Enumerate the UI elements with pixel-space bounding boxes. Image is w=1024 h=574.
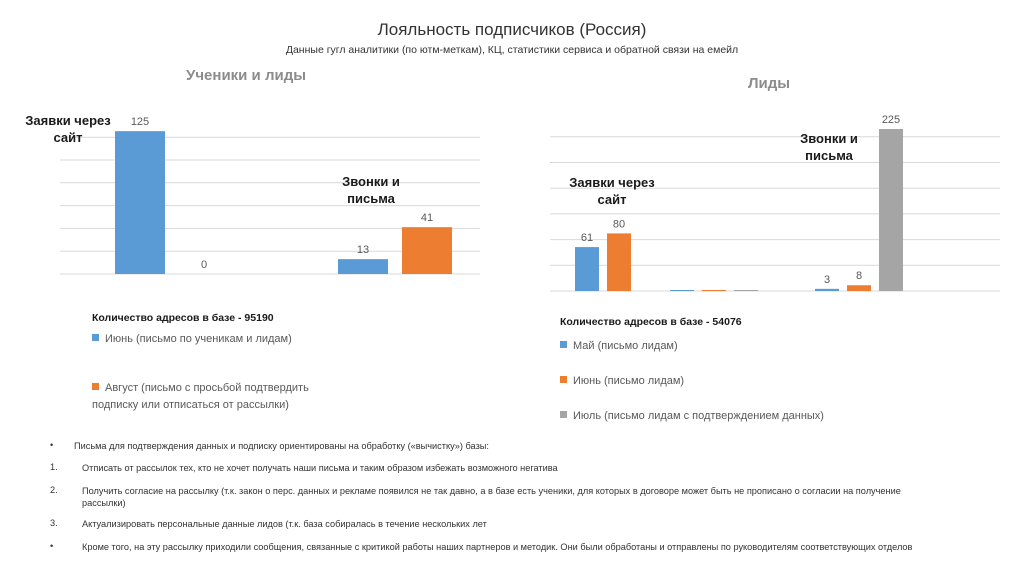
left-address-count: Количество адресов в базе - 95190 xyxy=(92,312,274,324)
data-label: 13 xyxy=(356,244,370,257)
bar xyxy=(338,259,388,274)
legend-swatch xyxy=(560,341,567,348)
note-number: 2. xyxy=(50,485,58,495)
legend-swatch xyxy=(560,411,567,418)
bar xyxy=(670,290,694,291)
bar xyxy=(815,289,839,291)
category-annotation: письма xyxy=(805,148,853,163)
bar xyxy=(575,247,599,291)
legend-item-july-leads xyxy=(560,408,824,425)
data-label: 125 xyxy=(130,116,150,129)
data-label: 61 xyxy=(580,232,594,245)
note-text: Кроме того, на эту рассылку приходили сообщения, связанные с критикой работы наших партнеров и методик. Они были обработаны и отправлены по руководителям соответствующих отделов xyxy=(82,542,913,552)
data-label: 8 xyxy=(855,270,863,283)
legend-item-may-leads xyxy=(560,338,678,355)
legend-item-june-leads xyxy=(560,373,684,390)
data-label: 0 xyxy=(200,259,208,271)
bar xyxy=(879,129,903,291)
bullet: • xyxy=(50,440,54,450)
bar xyxy=(734,290,758,291)
chart-students-leads xyxy=(0,100,500,290)
legend-label: Июнь (письмо по ученикам и лидам) xyxy=(105,333,292,345)
category-annotation: письма xyxy=(347,191,395,206)
legend-item-august xyxy=(92,380,342,414)
category-annotation: Заявки через xyxy=(569,175,655,190)
bar xyxy=(702,290,726,291)
category-annotation: Заявки через xyxy=(25,113,111,128)
legend-label: Июль (письмо лидам с подтверждением данных) xyxy=(573,410,824,422)
category-annotation: сайт xyxy=(53,130,83,145)
data-label: 3 xyxy=(823,273,831,286)
note-number: 3. xyxy=(50,518,58,528)
right-address-count: Количество адресов в базе - 54076 xyxy=(560,316,742,328)
legend-swatch xyxy=(92,383,99,390)
notes-section xyxy=(50,440,950,574)
category-annotation: Звонки и xyxy=(800,131,858,146)
chart-leads xyxy=(530,105,1024,300)
page-title: Лояльность подписчиков (Россия) xyxy=(377,20,647,39)
legend-swatch xyxy=(560,376,567,383)
legend-item-june-students xyxy=(92,331,352,348)
bar xyxy=(847,285,871,291)
legend-swatch xyxy=(92,334,99,341)
legend-label: Июнь (письмо лидам) xyxy=(573,375,685,387)
bullet: • xyxy=(50,541,54,551)
note-text: Актуализировать персональные данные лидов (т.к. база собиралась в течение нескольких лет xyxy=(82,519,487,529)
data-label: 80 xyxy=(612,218,626,231)
category-annotation: Звонки и xyxy=(342,174,400,189)
bar xyxy=(607,233,631,291)
chart-title-students-leads: Ученики и лиды xyxy=(186,67,307,84)
legend-label: Август (письмо с просьбой подтвердить подписку или отписаться от рассылки) xyxy=(92,382,309,411)
note-text: Получить согласие на рассылку (т.к. закон о перс. данных и рекламе появился не так давно, а в базе есть ученики, для которых в договоре может быть не прописано о согласии на получение рассылки) xyxy=(82,486,901,508)
data-label: 41 xyxy=(420,212,434,225)
chart-title-leads: Лиды xyxy=(748,75,791,92)
bar xyxy=(115,131,165,274)
page-subtitle: Данные гугл аналитики (по ютм-меткам), КЦ, статистики сервиса и обратной связи на емейл xyxy=(285,44,739,56)
category-annotation: сайт xyxy=(597,192,627,207)
data-label: 225 xyxy=(881,114,901,126)
bar xyxy=(402,227,452,274)
note-number: 1. xyxy=(50,462,58,472)
note-text: Письма для подтверждения данных и подписку ориентированы на обработку («вычистку») базы: xyxy=(74,441,489,451)
note-text: Отписать от рассылок тех, кто не хочет получать наши письма и таким образом избежать возможного негатива xyxy=(82,463,558,473)
legend-label: Май (письмо лидам) xyxy=(573,340,678,352)
